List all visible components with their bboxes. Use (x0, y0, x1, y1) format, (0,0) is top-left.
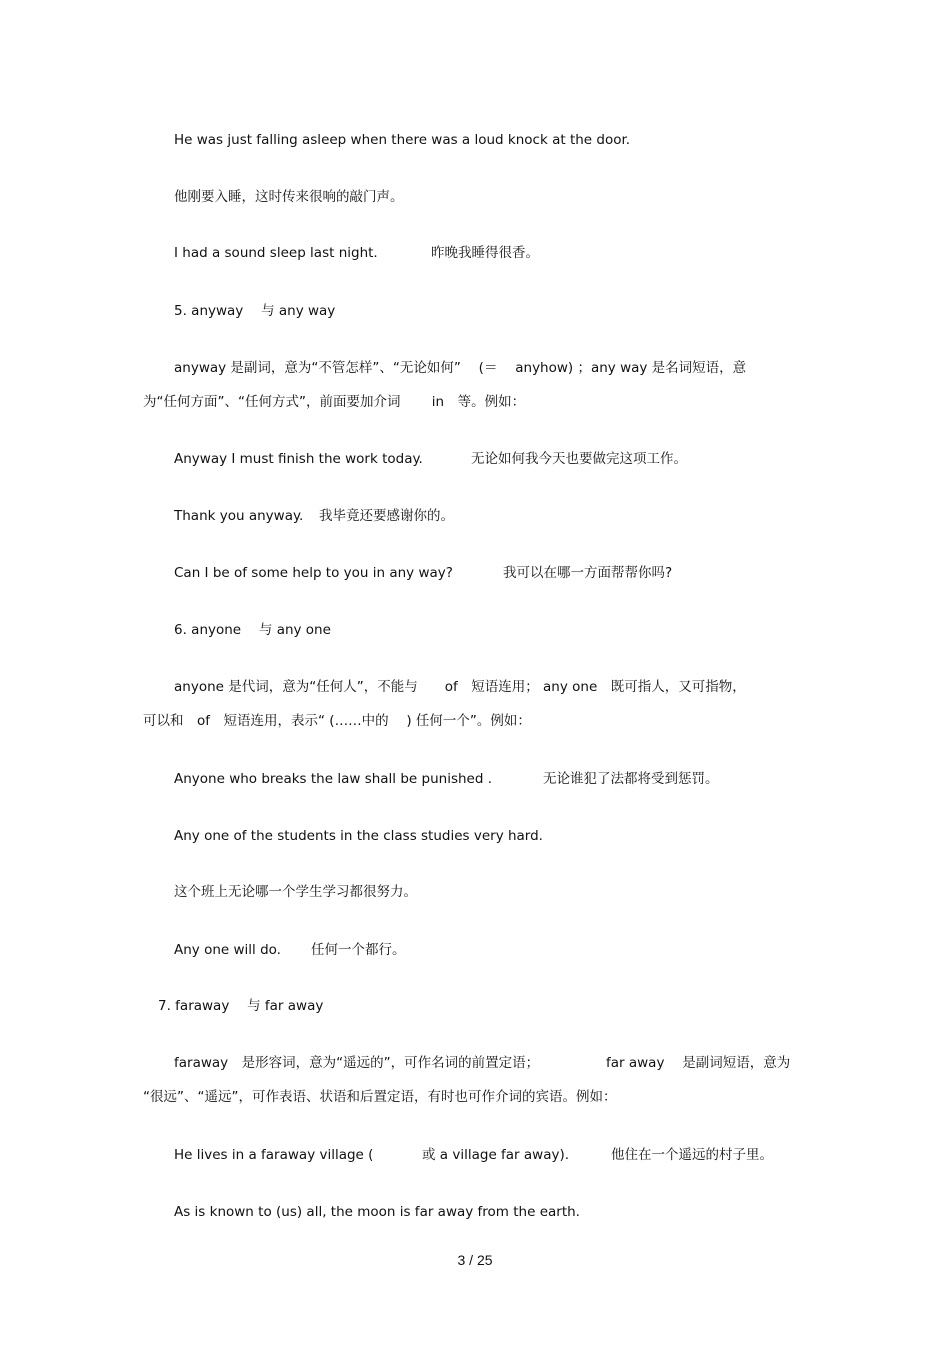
text-line: Any one will do. (174, 942, 281, 958)
page-number: 3 / 25 (457, 1252, 493, 1268)
text-line: He lives in a faraway village ( (174, 1147, 374, 1163)
text-line: 可以和 of 短语连用，表示“ (……中的 ) 任何一个”。例如： (143, 713, 531, 729)
text-line: “很远”、“遥远”，可作表语、状语和后置定语，有时也可作介词的宾语。例如： (143, 1089, 617, 1105)
text-line: 或 a village far away). (422, 1147, 570, 1163)
text-line: Anyway I must finish the work today. (174, 451, 423, 467)
section-heading: 6. anyone 与 any one (174, 622, 331, 638)
text-line: Can I be of some help to you in any way? (174, 565, 453, 581)
section-heading: 5. anyway 与 any way (174, 303, 336, 319)
text-line: anyone 是代词，意为“任何人”，不能与 of 短语连用； any one 既可指人，又可指物， (174, 679, 746, 695)
text-line-translation: 我毕竟还要感谢你的。 (319, 508, 454, 524)
text-line: Any one of the students in the class studies very hard. (174, 828, 543, 844)
text-line: faraway 是形容词，意为“遥远的”，可作名词的前置定语； (174, 1055, 540, 1071)
text-line-translation: 无论谁犯了法都将受到惩罚。 (543, 771, 719, 787)
text-line: 这个班上无论哪一个学生学习都很努力。 (174, 884, 417, 900)
text-line: anyway 是副词，意为“不管怎样”、“无论如何” (＝ anyhow) ；any way 是名词短语，意 (174, 360, 747, 376)
text-line-translation: 他住在一个遥远的村子里。 (611, 1147, 773, 1163)
text-line-translation: 任何一个都行。 (311, 942, 406, 958)
text-line: 为“任何方面”、“任何方式”，前面要加介词 in 等。例如： (143, 394, 526, 410)
text-line-translation: 我可以在哪一方面帮帮你吗? (503, 565, 673, 581)
text-line: As is known to (us) all, the moon is far away from the earth. (174, 1204, 580, 1220)
text-line: I had a sound sleep last night. (174, 245, 378, 261)
text-line: He was just falling asleep when there was a loud knock at the door. (174, 132, 631, 148)
text-line: Anyone who breaks the law shall be punished . (174, 771, 492, 787)
text-line-translation: 无论如何我今天也要做完这项工作。 (471, 451, 687, 467)
text-line-translation: 昨晚我睡得很香。 (431, 245, 539, 261)
section-heading: 7. faraway 与 far away (158, 998, 324, 1014)
text-line: far away 是副词短语，意为 (606, 1055, 791, 1071)
text-line: Thank you anyway. (174, 508, 304, 524)
text-line: 他刚要入睡，这时传来很响的敲门声。 (174, 189, 404, 205)
